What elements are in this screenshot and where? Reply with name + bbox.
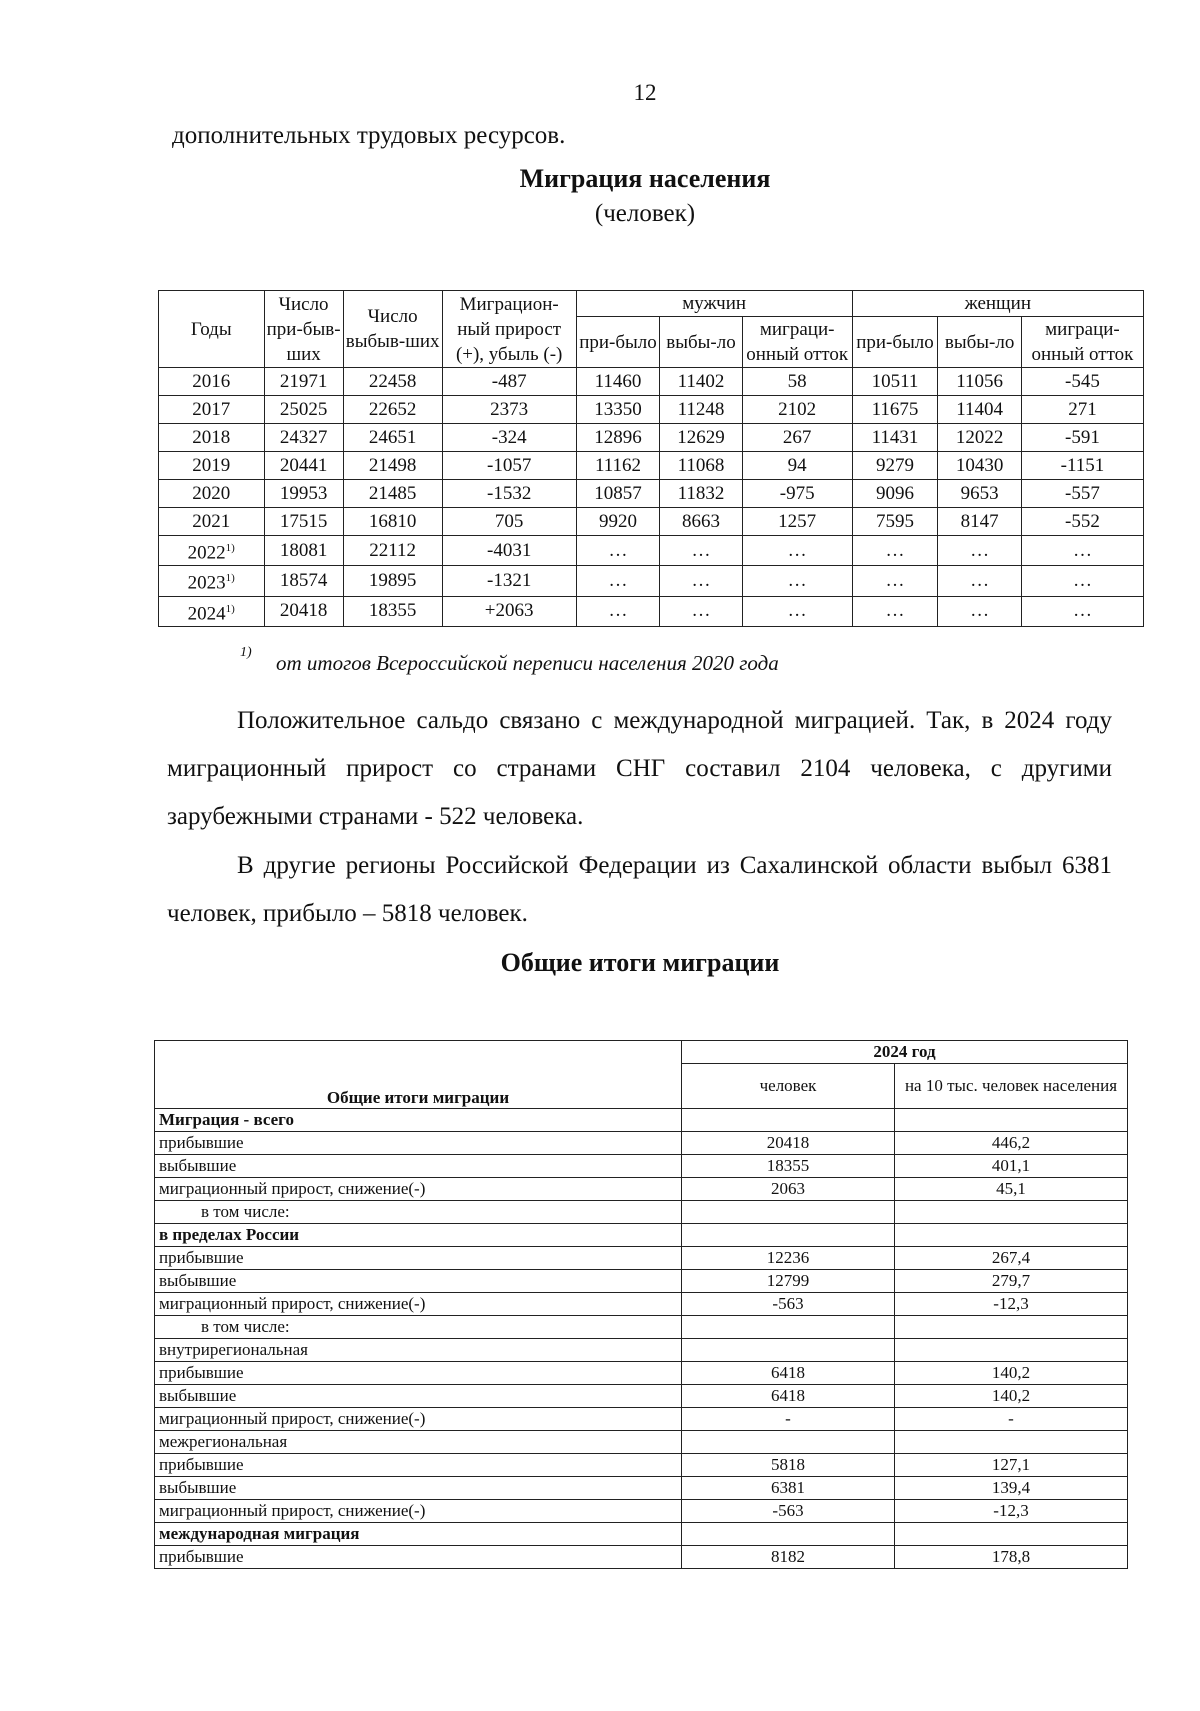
cell-arrived: 18081: [264, 536, 343, 566]
table-row: [159, 452, 1144, 480]
cell-m-out: …: [742, 596, 852, 626]
table-row: [159, 566, 1144, 596]
row-label: миграционный прирост, снижение(-): [155, 1178, 682, 1201]
table-row: [155, 1201, 1128, 1224]
cell-w-out: …: [1021, 566, 1143, 596]
cell-growth: -1057: [442, 452, 576, 480]
year-value: 2016: [192, 370, 231, 392]
migration-table-body: [159, 368, 1144, 627]
row-label: межрегиональная: [155, 1431, 682, 1454]
table-row: [155, 1408, 1128, 1431]
lead-text: дополнительных трудовых ресурсов.: [172, 122, 566, 149]
cell-m-dep: 12629: [660, 424, 742, 452]
cell-w-out: -1151: [1021, 452, 1143, 480]
cell-w-out: …: [1021, 596, 1143, 626]
table-row: [155, 1247, 1128, 1270]
totals-header-label: Общие итоги миграции: [155, 1041, 682, 1109]
cell-m-arr: 11460: [576, 368, 660, 396]
table-row: [155, 1178, 1128, 1201]
people-value: [682, 1201, 895, 1224]
header-men-outflow: миграци-онный отток: [742, 317, 852, 368]
cell-m-arr: …: [576, 596, 660, 626]
per10k-value: [895, 1523, 1128, 1546]
row-label: в том числе:: [155, 1201, 682, 1224]
cell-arrived: 21971: [264, 368, 343, 396]
cell-arrived: 25025: [264, 396, 343, 424]
table-row: [155, 1431, 1128, 1454]
table1-title: Миграция населения: [519, 164, 771, 193]
cell-m-dep: …: [660, 536, 742, 566]
year-cell: [159, 368, 265, 396]
cell-departed: 24651: [343, 424, 442, 452]
footnote-text: от итогов Всероссийской переписи населения 2020 года: [276, 651, 779, 675]
table-row: [155, 1546, 1128, 1569]
year-value: 2022: [187, 542, 226, 564]
year-value: 2017: [192, 398, 231, 420]
cell-w-arr: 9096: [852, 480, 938, 508]
year-cell: [159, 396, 265, 424]
per10k-value: -12,3: [895, 1293, 1128, 1316]
cell-w-out: …: [1021, 536, 1143, 566]
per10k-value: 446,2: [895, 1132, 1128, 1155]
cell-w-dep: …: [938, 536, 1022, 566]
row-label: прибывшие: [155, 1546, 682, 1569]
paragraph-2-text: В другие регионы Российской Федерации из Сахалинской области выбыл 6381 человек, прибыло – 5818 человек.: [167, 852, 1112, 927]
cell-arrived: 19953: [264, 480, 343, 508]
header-men: мужчин: [576, 291, 852, 317]
table1-subtitle: (человек): [594, 200, 696, 227]
people-value: [682, 1339, 895, 1362]
cell-m-out: 1257: [742, 508, 852, 536]
cell-w-arr: …: [852, 596, 938, 626]
cell-departed: 22458: [343, 368, 442, 396]
per10k-value: 127,1: [895, 1454, 1128, 1477]
migration-totals-table: [154, 1040, 1128, 1569]
people-value: [682, 1316, 895, 1339]
cell-growth: -324: [442, 424, 576, 452]
cell-departed: 21498: [343, 452, 442, 480]
people-value: 20418: [682, 1132, 895, 1155]
cell-w-dep: …: [938, 596, 1022, 626]
table-row: [155, 1454, 1128, 1477]
cell-w-arr: …: [852, 566, 938, 596]
cell-growth: -1532: [442, 480, 576, 508]
year-value: 2023: [187, 572, 226, 594]
header-men-departed: выбы-ло: [660, 317, 742, 368]
per10k-value: [895, 1109, 1128, 1132]
cell-w-dep: …: [938, 566, 1022, 596]
cell-m-arr: 12896: [576, 424, 660, 452]
people-value: 6418: [682, 1362, 895, 1385]
row-label: миграционный прирост, снижение(-): [155, 1408, 682, 1431]
row-label: прибывшие: [155, 1132, 682, 1155]
people-value: 2063: [682, 1178, 895, 1201]
cell-w-arr: 10511: [852, 368, 938, 396]
cell-m-arr: …: [576, 536, 660, 566]
table-row: [155, 1362, 1128, 1385]
per10k-value: 267,4: [895, 1247, 1128, 1270]
row-label: Миграция - всего: [155, 1109, 682, 1132]
cell-m-arr: 13350: [576, 396, 660, 424]
cell-w-arr: 7595: [852, 508, 938, 536]
year-value: 2020: [192, 482, 231, 504]
table-row: [159, 536, 1144, 566]
table-row: [155, 1500, 1128, 1523]
people-value: -563: [682, 1500, 895, 1523]
cell-arrived: 18574: [264, 566, 343, 596]
totals-header-people: человек: [682, 1064, 895, 1109]
totals-header-per10k: на 10 тыс. человек населения: [895, 1064, 1128, 1109]
cell-m-arr: 11162: [576, 452, 660, 480]
cell-m-arr: 10857: [576, 480, 660, 508]
table-row: [155, 1293, 1128, 1316]
row-label: внутрирегиональная: [155, 1339, 682, 1362]
cell-departed: 18355: [343, 596, 442, 626]
paragraph-interregional: [167, 842, 1112, 938]
cell-m-out: 94: [742, 452, 852, 480]
cell-m-out: …: [742, 536, 852, 566]
header-growth: Миграцион-ный прирост (+), убыль (-): [442, 291, 576, 368]
header-women-outflow: миграци-онный отток: [1021, 317, 1143, 368]
per10k-value: [895, 1339, 1128, 1362]
cell-departed: 22112: [343, 536, 442, 566]
per10k-value: [895, 1201, 1128, 1224]
cell-m-dep: 8663: [660, 508, 742, 536]
per10k-value: [895, 1316, 1128, 1339]
table-row: [155, 1155, 1128, 1178]
per10k-value: 45,1: [895, 1178, 1128, 1201]
cell-m-arr: …: [576, 566, 660, 596]
row-label: международная миграция: [155, 1523, 682, 1546]
cell-m-dep: 11068: [660, 452, 742, 480]
year-cell: [159, 424, 265, 452]
year-value: 2019: [192, 454, 231, 476]
year-cell: [159, 566, 265, 596]
cell-m-dep: 11832: [660, 480, 742, 508]
footnote-mark: 1): [240, 645, 252, 660]
cell-w-out: -545: [1021, 368, 1143, 396]
year-value: 2018: [192, 426, 231, 448]
table-row: [155, 1132, 1128, 1155]
people-value: 12236: [682, 1247, 895, 1270]
cell-w-dep: 11056: [938, 368, 1022, 396]
cell-m-out: -975: [742, 480, 852, 508]
people-value: 6418: [682, 1385, 895, 1408]
migration-table: [158, 290, 1144, 627]
people-value: [682, 1109, 895, 1132]
year-cell: [159, 480, 265, 508]
cell-growth: 2373: [442, 396, 576, 424]
row-label: прибывшие: [155, 1454, 682, 1477]
header-women: женщин: [852, 291, 1143, 317]
table-row: [155, 1270, 1128, 1293]
year-cell: [159, 596, 265, 626]
header-departed: Число выбыв-ших: [343, 291, 442, 368]
cell-w-dep: 8147: [938, 508, 1022, 536]
header-women-departed: выбы-ло: [938, 317, 1022, 368]
migration-totals-body: [155, 1109, 1128, 1569]
cell-m-dep: 11248: [660, 396, 742, 424]
table-row: [159, 480, 1144, 508]
table-row: [159, 508, 1144, 536]
year-value: 2021: [192, 510, 231, 532]
cell-m-arr: 9920: [576, 508, 660, 536]
cell-m-out: 267: [742, 424, 852, 452]
cell-w-dep: 9653: [938, 480, 1022, 508]
people-value: -: [682, 1408, 895, 1431]
per10k-value: 140,2: [895, 1385, 1128, 1408]
cell-growth: 705: [442, 508, 576, 536]
table2-title: Общие итоги миграции: [500, 948, 780, 977]
cell-w-arr: 9279: [852, 452, 938, 480]
cell-arrived: 17515: [264, 508, 343, 536]
people-value: 5818: [682, 1454, 895, 1477]
cell-w-out: 271: [1021, 396, 1143, 424]
cell-w-dep: 11404: [938, 396, 1022, 424]
header-arrived: Число при-быв-ших: [264, 291, 343, 368]
per10k-value: 178,8: [895, 1546, 1128, 1569]
cell-arrived: 24327: [264, 424, 343, 452]
per10k-value: [895, 1224, 1128, 1247]
cell-arrived: 20441: [264, 452, 343, 480]
cell-m-out: …: [742, 566, 852, 596]
cell-w-dep: 10430: [938, 452, 1022, 480]
table-row: [155, 1385, 1128, 1408]
row-label: в пределах России: [155, 1224, 682, 1247]
year-footnote-mark: 1): [225, 542, 235, 554]
table-row: [155, 1339, 1128, 1362]
cell-departed: 22652: [343, 396, 442, 424]
people-value: [682, 1523, 895, 1546]
table-row: [159, 368, 1144, 396]
cell-m-out: 2102: [742, 396, 852, 424]
row-label: миграционный прирост, снижение(-): [155, 1500, 682, 1523]
year-footnote-mark: 1): [225, 602, 235, 615]
header-women-arrived: при-было: [852, 317, 938, 368]
table-row: [155, 1316, 1128, 1339]
table-row: [155, 1109, 1128, 1132]
row-label: выбывшие: [155, 1270, 682, 1293]
cell-growth: -487: [442, 368, 576, 396]
row-label: выбывшие: [155, 1155, 682, 1178]
cell-w-arr: 11431: [852, 424, 938, 452]
cell-departed: 21485: [343, 480, 442, 508]
header-years: Годы: [159, 291, 265, 368]
header-men-arrived: при-было: [576, 317, 660, 368]
row-label: выбывшие: [155, 1385, 682, 1408]
per10k-value: 140,2: [895, 1362, 1128, 1385]
per10k-value: -12,3: [895, 1500, 1128, 1523]
people-value: 8182: [682, 1546, 895, 1569]
cell-growth: -4031: [442, 536, 576, 566]
table-row: [155, 1523, 1128, 1546]
people-value: [682, 1431, 895, 1454]
cell-w-arr: …: [852, 536, 938, 566]
page-number: 12: [633, 80, 657, 105]
row-label: прибывшие: [155, 1247, 682, 1270]
row-label: выбывшие: [155, 1477, 682, 1500]
table-row: [155, 1224, 1128, 1247]
cell-w-arr: 11675: [852, 396, 938, 424]
per10k-value: 139,4: [895, 1477, 1128, 1500]
table-row: [159, 424, 1144, 452]
row-label: прибывшие: [155, 1362, 682, 1385]
per10k-value: 401,1: [895, 1155, 1128, 1178]
people-value: -563: [682, 1293, 895, 1316]
cell-departed: 19895: [343, 566, 442, 596]
year-cell: [159, 452, 265, 480]
cell-w-out: -552: [1021, 508, 1143, 536]
year-footnote-mark: 1): [225, 572, 235, 585]
people-value: 18355: [682, 1155, 895, 1178]
table-row: [159, 596, 1144, 626]
table-row: [159, 396, 1144, 424]
row-label: в том числе:: [155, 1316, 682, 1339]
cell-m-dep: 11402: [660, 368, 742, 396]
cell-m-out: 58: [742, 368, 852, 396]
cell-growth: +2063: [442, 596, 576, 626]
people-value: 6381: [682, 1477, 895, 1500]
year-value: 2024: [187, 602, 226, 624]
per10k-value: [895, 1431, 1128, 1454]
cell-departed: 16810: [343, 508, 442, 536]
per10k-value: 279,7: [895, 1270, 1128, 1293]
paragraph-international: [167, 697, 1112, 841]
cell-w-out: -557: [1021, 480, 1143, 508]
cell-w-out: -591: [1021, 424, 1143, 452]
people-value: [682, 1224, 895, 1247]
row-label: миграционный прирост, снижение(-): [155, 1293, 682, 1316]
year-cell: [159, 508, 265, 536]
year-cell: [159, 536, 265, 566]
cell-arrived: 20418: [264, 596, 343, 626]
paragraph-1-text: Положительное сальдо связано с международной миграцией. Так, в 2024 году миграционный прирост со странами СНГ составил 2104 человека, с другими зарубежными странами - 522 человека.: [167, 707, 1112, 830]
table-row: [155, 1477, 1128, 1500]
cell-growth: -1321: [442, 566, 576, 596]
cell-w-dep: 12022: [938, 424, 1022, 452]
cell-m-dep: …: [660, 566, 742, 596]
totals-header-year: 2024 год: [682, 1041, 1128, 1064]
per10k-value: -: [895, 1408, 1128, 1431]
people-value: 12799: [682, 1270, 895, 1293]
cell-m-dep: …: [660, 596, 742, 626]
